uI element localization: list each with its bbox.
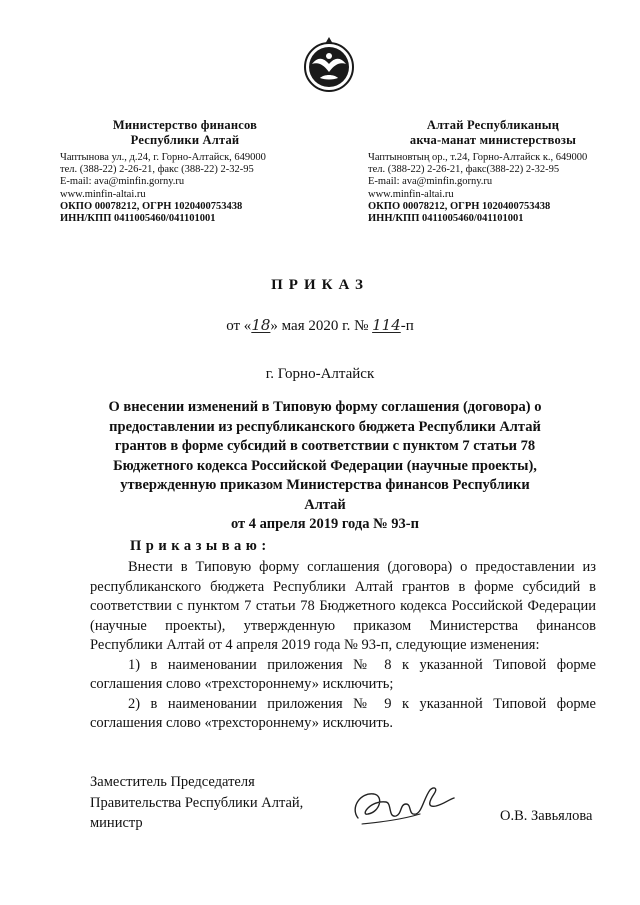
email-line: E-mail: ava@minfin.gorny.ru	[60, 176, 185, 188]
header-left-block	[60, 118, 310, 225]
order-word: Приказываю:	[130, 538, 271, 554]
ministry-name-alt: Алтай Республиканың акча-манат министерствозы	[409, 118, 577, 147]
phone-line: тел. (388-22) 2-26-21, факс(388-22) 2-32-95	[368, 164, 560, 176]
body-paragraph: 2) в наименовании приложения № 9 к указанной Типовой форме соглашения слово «трехстороннему» исключить.	[90, 695, 596, 731]
okpo-line: ОКПО 00078212, ОГРН 1020400753438	[368, 200, 551, 212]
city-line: г. Горно-Алтайск	[265, 366, 375, 382]
address-line: Чаптынова ул., д.24, г. Горно-Алтайск, 649000	[60, 152, 266, 163]
order-number: 114	[372, 316, 401, 334]
order-subject: О внесении изменений в Типовую форму соглашения (договора) о предоставлении из республиканского бюджета Республики Алтай грантов в форме субсидий в соответствии с пунктом 7 статьи 78 Бюджетного кодекса Российской Федерации (научные проекты), утвержденную приказом Министерства финансов Республики Алтай от 4 апреля 2019 года № 93-п	[108, 399, 542, 532]
order-day: 18	[251, 316, 271, 334]
document-title: ПРИКАЗ	[271, 277, 369, 293]
ministry-contacts-alt	[368, 152, 618, 225]
body-paragraph: Внести в Типовую форму соглашения (договора) о предоставлении из республиканского бюджета Республики Алтай грантов в форме субсидий в соответствии с пунктом 7 статьи 78 Бюджетного кодекса Российской Федерации (научные проекты), утвержденную приказом Министерства финансов Республики Алтай от 4 апреля 2019 года № 93-п, следующие изменения:	[90, 559, 596, 653]
phone-line: тел. (388-22) 2-26-21, факс (388-22) 2-32-95	[60, 164, 254, 176]
address-line: Чаптыновтың ор., т.24, Горно-Алтайск к., 649000	[368, 152, 588, 163]
order-date-number: от «18» мая 2020 г. № 114-п	[226, 316, 414, 334]
ministry-name-ru: Министерство финансов Республики Алтай	[112, 118, 258, 147]
signatory-position: Заместитель Председателя Правительства Республики Алтай, министр	[90, 774, 304, 831]
ministry-contacts-ru	[60, 152, 310, 225]
website-line: www.minfin-altai.ru	[368, 188, 454, 200]
body-paragraph: 1) в наименовании приложения № 8 к указанной Типовой форме соглашения слово «трехстороннему» исключить;	[90, 656, 596, 692]
inn-line: ИНН/КПП 0411005460/041101001	[60, 213, 216, 225]
republic-emblem-icon	[300, 34, 358, 96]
website-line: www.minfin-altai.ru	[60, 188, 146, 200]
signatory-name: О.В. Завьялова	[500, 808, 593, 824]
order-body	[90, 558, 596, 734]
email-line: E-mail: ava@minfin.gorny.ru	[368, 176, 493, 188]
okpo-line: ОКПО 00078212, ОГРН 1020400753438	[60, 200, 243, 212]
handwritten-signature-icon	[340, 778, 460, 836]
inn-line: ИНН/КПП 0411005460/041101001	[368, 213, 524, 225]
header-right-block	[368, 118, 618, 225]
